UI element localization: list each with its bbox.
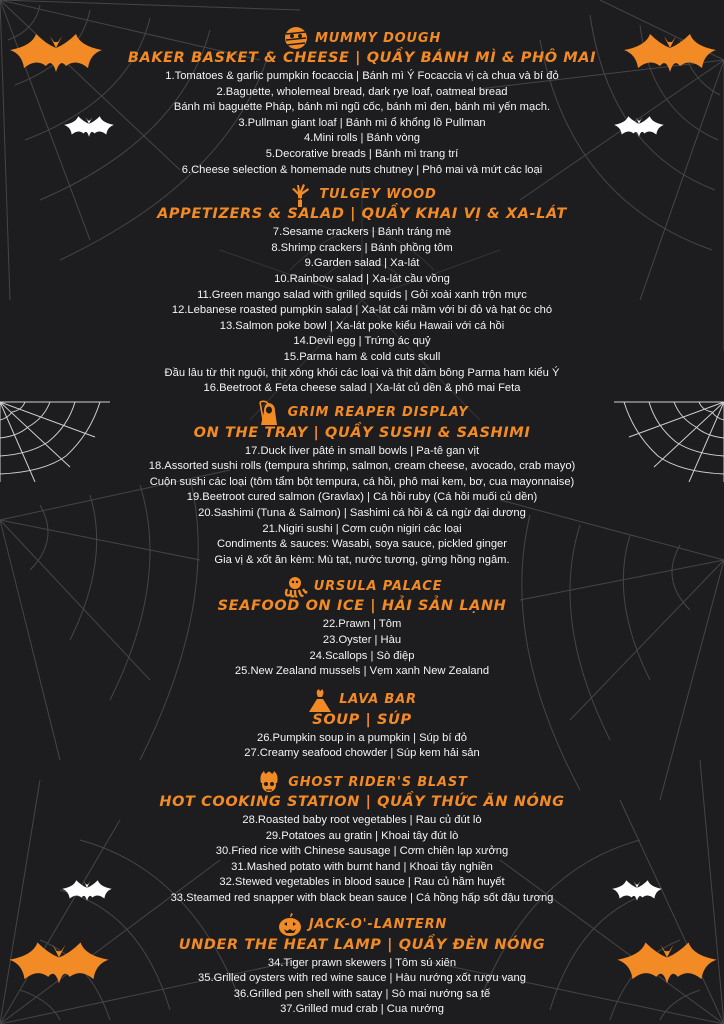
menu-item: 6.Cheese selection & homemade nuts chutney | Phô mai và mứt các loại [181,163,543,176]
venue-name: URSULA PALACE [313,578,443,594]
menu-item: 25.New Zealand mussels | Vẹm xanh New Zealand [234,665,490,678]
menu-item: 24.Scallops | Sò điệp [309,649,415,662]
venue-header [0,184,724,204]
menu-item: 3.Pullman giant loaf | Bánh mì ổ khổng lồ Pullman [238,116,486,129]
menu-item: 8.Shrimp crackers | Bánh phồng tôm [271,241,453,254]
menu-item: 2.Baguette, wholemeal bread, dark rye loaf, oatmeal bread [216,85,508,98]
menu-item: 29.Potatoes au gratin | Khoai tây đút lò [265,829,459,842]
menu-item: 36.Grilled pen shell with satay | Sò mai nướng sa tế [233,987,491,1000]
menu-item: 31.Mashed potato with burnt hand | Khoai tây nghiền [231,860,493,873]
menu-section [0,907,724,1018]
venue-header [0,576,724,596]
menu-item: 26.Pumpkin soup in a pumpkin | Súp bí đỏ [256,731,467,744]
venue-name: JACK-O'-LANTERN [308,917,448,933]
venue-name: GRIM REAPER DISPLAY [287,405,469,421]
station-title: UNDER THE HEAT LAMP | QUẦY ĐÈN NÓNG [178,936,546,953]
menu-item: 17.Duck liver pâté in small bowls | Pa-tê gan vịt [244,444,480,457]
menu-item: Bánh mì baguette Pháp, bánh mì ngũ cốc, bánh mì đen, bánh mì yến mạch. [173,101,551,114]
station-title: BAKER BASKET & CHEESE | QUẦY BÁNH MÌ & PHÔ MAI [127,50,597,66]
item-list [0,731,724,762]
menu-item: 34.Tiger prawn skewers | Tôm sú xiên [267,956,457,969]
item-list [0,444,724,569]
menu-section [0,0,724,178]
venue-name: GHOST RIDER'S BLAST [288,774,468,790]
menu-item: Condiments & sauces: Wasabi, soya sauce, pickled ginger [217,538,507,551]
venue-header [0,772,724,792]
menu-item: 30.Fried rice with Chinese sausage | Cơm chiên lạp xưởng [215,845,509,858]
menu-section [0,762,724,907]
venue-name: TULGEY WOOD [319,186,437,202]
menu-section [0,568,724,679]
menu-item: 33.Steamed red snapper with black bean sauce | Cá hồng hấp sốt đậu tương [170,891,554,904]
menu-item: Đầu lâu từ thịt nguội, thịt xông khói các loại và thịt dăm bông Parma ham kiểu Ý [164,366,560,379]
menu-item: 4.Mini rolls | Bánh vòng [303,132,421,145]
menu-item: 21.Nigiri sushi | Cơm cuộn nigiri các loại [262,522,462,535]
item-list [0,813,724,907]
station-title: HOT COOKING STATION | QUẦY THỨC ĂN NÓNG [159,794,565,810]
item-list [0,956,724,1018]
menu-item: 37.Grilled mud crab | Cua nướng [280,1003,444,1016]
menu-item: 14.Devil egg | Trứng ác quỷ [293,335,431,348]
menu-item: 5.Decorative breads | Bánh mì trang trí [265,147,459,160]
menu-item: 11.Green mango salad with grilled squids | Gỏi xoài xanh trộn mực [197,288,527,301]
menu-item: Gia vị & xốt ăn kèm: Mù tạt, nước tương, gừng hồng ngâm. [214,553,510,566]
menu-item: 35.Grilled oysters with red wine sauce | Hàu nướng xốt rượu vang [198,972,526,985]
station-title: APPETIZERS & SALAD | QUẦY KHAI VỊ & XA-LÁT [157,206,567,223]
menu-item: 23.Oyster | Hàu [322,634,402,647]
menu-item: 1.Tomatoes & garlic pumpkin focaccia | Bánh mì Ý Focaccia vị cà chua và bí đỏ [165,70,559,82]
menu-item: 10.Rainbow salad | Xa-lát cầu vồng [274,272,450,285]
menu-item: 18.Assorted sushi rolls (tempura shrimp, salmon, cream cheese, avocado, crab mayo) [148,460,576,473]
menu-item: 15.Parma ham & cold cuts skull [283,350,441,363]
station-title: SEAFOOD ON ICE | HẢI SẢN LẠNH [217,598,507,615]
menu-item: 19.Beetroot cured salmon (Gravlax) | Cá hồi ruby (Cá hồi muối củ dền) [186,491,538,504]
item-list [0,617,724,679]
menu-section [0,680,724,762]
venue-header [0,403,724,423]
menu-item: 7.Sesame crackers | Bánh tráng mè [272,226,452,239]
menu-item: 27.Creamy seafood chowder | Súp kem hải sản [244,747,480,760]
menu-item: 32.Stewed vegetables in blood sauce | Rau củ hầm huyết [219,876,505,889]
menu-item: 13.Salmon poke bowl | Xa-lát poke kiểu Hawaii với cá hồi [219,319,505,332]
station-title: ON THE TRAY | QUẦY SUSHI & SASHIMI [193,424,531,441]
jack-o-lantern-icon [277,912,303,938]
venue-header [0,915,724,935]
volcano-icon [307,687,333,713]
menu-section [0,178,724,397]
menu-item: 16.Beetroot & Feta cheese salad | Xa-lát củ dền & phô mai Feta [203,382,521,395]
item-list [0,69,724,178]
item-list [0,225,724,397]
menu-item: 28.Roasted baby root vegetables | Rau củ đút lò [242,814,482,826]
menu-item: 9.Garden salad | Xa-lát [304,257,420,270]
menu-item: 20.Sashimi (Tuna & Salmon) | Sashimi cá hồi & cá ngừ đại dương [198,507,526,520]
menu-item: Cuộn sushi các loại (tôm tẩm bột tempura, cá hồi, phô mai kem, bơ, cua mayonnaise) [149,475,575,488]
venue-header [0,690,724,710]
venue-header [0,28,724,48]
station-title: SOUP | SÚP [312,711,412,728]
menu-item: 22.Prawn | Tôm [322,618,402,631]
venue-name: MUMMY DOUGH [314,30,442,46]
menu-item: 12.Lebanese roasted pumpkin salad | Xa-lát cải mầm với bí đỏ và hạt óc chó [171,304,553,317]
venue-name: LAVA BAR [339,692,417,708]
menu-section [0,397,724,569]
grim-reaper-icon [256,400,282,426]
